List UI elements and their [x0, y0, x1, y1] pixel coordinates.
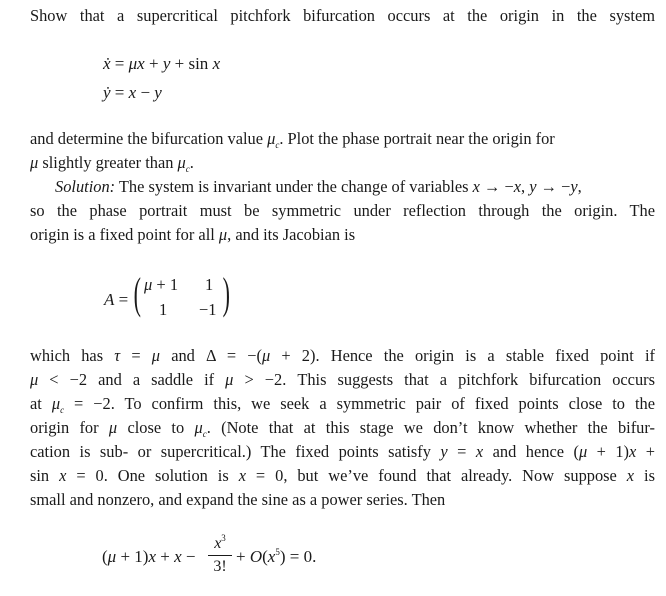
- textbook-page: Show that a supercritical pitchfork bifurcation occurs at the origin in the system ẋ = μx + y + sin x ẏ = x − y and determine the bifurcation value $\mu_c$. Plot the phase portrait near the origin for μ slightly greater than $\mu_c$. Solution: The system is invariant under the change of variables x → −x, y → −y, so the phase portrait must be symmetric under reflection through the origin. The origin is a fixed point for all μ, and its Jacobian is A = ( ) μ + 1 1 1 −1 which has τ = μ and Δ = −(μ + 2). Hence the origin is a stable fixed point if μ < −2 and a saddle if μ > −2. This suggests that a pitchfork bifurcation occurs at $\mu_c = -2$. To confirm this, we seek a symmetric pair of fixed points close to the origin for μ close to $\mu_c$. (Note that at this stage we don’t know whether the bifur- cation is sub- or supercritical.) The fixed points satisfy y = x and hence (μ + 1)x + sin x = 0. One solution is x = 0, but we’ve found that already. Now suppose x is small and nonzero, and expand the sine as a power series. Then (μ + 1)x + x − $x^3$ 3! + $O(x^5) = 0$.: [30, 6, 656, 575]
- matrix-cell: −1: [199, 300, 217, 319]
- solution-line: origin for μ close to $\mu_c$. (Note that at this stage we don’t know whether the bifur-: [30, 418, 655, 439]
- problem-statement-line: Show that a supercritical pitchfork bifurcation occurs at the origin in the system: [30, 6, 655, 25]
- problem-line: and determine the bifurcation value $\mu_c$. Plot the phase portrait near the origin for: [30, 129, 555, 150]
- equation-x-dot: ẋ = μx + y + sin x: [103, 54, 221, 73]
- problem-line: μ slightly greater than $\mu_c$.: [30, 153, 194, 174]
- matrix-cell: 1: [159, 300, 168, 319]
- solution-line: μ < −2 and a saddle if μ > −2. This suggests that a pitchfork bifurcation occurs: [30, 370, 655, 389]
- matrix-cell: μ + 1: [144, 275, 179, 294]
- solution-line: cation is sub- or supercritical.) The fixed points satisfy y = x and hence (μ + 1)x +: [30, 442, 656, 461]
- solution-line: sin x = 0. One solution is x = 0, but we’ve found that already. Now suppose x is: [30, 466, 655, 485]
- solution-line: at $\mu_c = -2$. To confirm this, we seek a symmetric pair of fixed points close to the: [30, 394, 655, 415]
- solution-line: which has τ = μ and Δ = −(μ + 2). Hence the origin is a stable fixed point if: [30, 346, 655, 365]
- solution-line: so the phase portrait must be symmetric under reflection through the origin. The: [30, 201, 655, 220]
- solution-label: Solution:: [55, 177, 116, 196]
- matrix-cell: 1: [205, 275, 214, 294]
- solution-line: origin is a fixed point for all μ, and its Jacobian is: [30, 225, 356, 244]
- fraction: $x^3$ 3!: [208, 535, 232, 576]
- solution-line: Solution: The system is invariant under the change of variables x → −x, y → −y,: [55, 177, 582, 196]
- equation-y-dot: ẏ = x − y: [103, 83, 162, 102]
- left-paren: (: [133, 269, 141, 318]
- right-paren: ): [222, 269, 230, 318]
- solution-line: small and nonzero, and expand the sine as a power series. Then: [30, 490, 446, 509]
